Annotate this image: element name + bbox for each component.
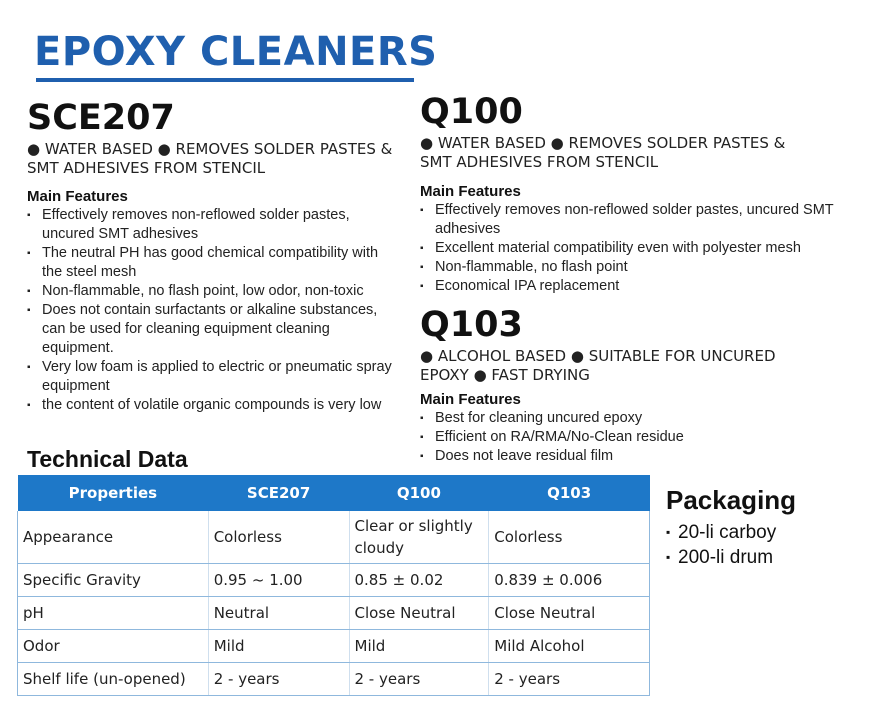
table-cell: Close Neutral [349, 596, 489, 629]
table-cell: 0.95 ~ 1.00 [208, 563, 349, 596]
table-cell: Close Neutral [489, 596, 650, 629]
features-list [420, 409, 875, 466]
table-cell: Shelf life (un-opened) [18, 662, 209, 695]
table-cell: 2 - years [349, 662, 489, 695]
packaging-title: Packaging [666, 485, 797, 515]
table-cell: pH [18, 596, 209, 629]
feature-item: ▪ Very low foam is applied to electric or pneumatic spray equipment [27, 358, 395, 396]
product-tagline: ● ALCOHOL BASED ● SUITABLE FOR UNCURED EPOXY ● FAST DRYING [420, 347, 776, 384]
feature-item: ▪ Does not contain surfactants or alkaline substances, can be used for cleaning equipment cleaning equipment. [27, 301, 395, 358]
table-cell: Mild [208, 629, 349, 662]
table-cell: Clear or slightly cloudy [349, 511, 489, 563]
table-cell: Mild [349, 629, 489, 662]
packaging-list [666, 520, 776, 570]
feature-item: ▪ Effectively removes non-reflowed solder pastes, uncured SMT adhesives [420, 201, 875, 239]
column-header: SCE207 [208, 475, 349, 511]
product-q100 [420, 92, 880, 296]
feature-item: ▪ Does not leave residual film [420, 447, 875, 466]
feature-item: ▪ The neutral PH has good chemical compatibility with the steel mesh [27, 244, 395, 282]
table-cell: Appearance [18, 511, 209, 563]
feature-item: ▪ Non-flammable, no flash point [420, 258, 875, 277]
table-cell: Colorless [208, 511, 349, 563]
feature-item: ▪ Effectively removes non-reflowed solder pastes, uncured SMT adhesives [27, 206, 395, 244]
table-cell: 0.85 ± 0.02 [349, 563, 489, 596]
table-header-row [18, 475, 650, 511]
product-q103 [420, 305, 880, 466]
features-title: Main Features [420, 183, 521, 200]
table-cell: Mild Alcohol [489, 629, 650, 662]
column-header: Q100 [349, 475, 489, 511]
feature-item: ▪ the content of volatile organic compounds is very low [27, 396, 395, 415]
packaging-item: ▪ 20-li carboy [666, 520, 776, 545]
features-title: Main Features [420, 391, 521, 408]
table-row [18, 629, 650, 662]
features-list [420, 201, 875, 296]
title-underline [36, 78, 414, 82]
feature-item: ▪ Excellent material compatibility even with polyester mesh [420, 239, 875, 258]
column-header: Properties [18, 475, 209, 511]
features-list [27, 206, 395, 415]
features-title: Main Features [27, 188, 128, 205]
product-sce207 [27, 98, 407, 415]
page-title: EPOXY CLEANERS [34, 29, 438, 75]
technical-data-table [17, 475, 650, 696]
product-name: SCE207 [27, 98, 175, 138]
table-cell: 0.839 ± 0.006 [489, 563, 650, 596]
table-row [18, 563, 650, 596]
feature-item: ▪ Economical IPA replacement [420, 277, 875, 296]
product-name: Q103 [420, 305, 523, 345]
feature-item: ▪ Non-flammable, no flash point, low odor, non-toxic [27, 282, 395, 301]
product-tagline: ● WATER BASED ● REMOVES SOLDER PASTES & SMT ADHESIVES FROM STENCIL [27, 140, 393, 177]
table-row [18, 511, 650, 563]
product-tagline: ● WATER BASED ● REMOVES SOLDER PASTES & SMT ADHESIVES FROM STENCIL [420, 134, 786, 171]
technical-data-title: Technical Data [27, 446, 188, 472]
table-cell: Colorless [489, 511, 650, 563]
table-cell: Odor [18, 629, 209, 662]
feature-item: ▪ Best for cleaning uncured epoxy [420, 409, 875, 428]
table-cell: 2 - years [489, 662, 650, 695]
table-cell: Specific Gravity [18, 563, 209, 596]
column-header: Q103 [489, 475, 650, 511]
table-row [18, 662, 650, 695]
table-cell: 2 - years [208, 662, 349, 695]
table-row [18, 596, 650, 629]
feature-item: ▪ Efficient on RA/RMA/No-Clean residue [420, 428, 875, 447]
packaging-item: ▪ 200-li drum [666, 545, 776, 570]
table-cell: Neutral [208, 596, 349, 629]
product-name: Q100 [420, 92, 523, 132]
